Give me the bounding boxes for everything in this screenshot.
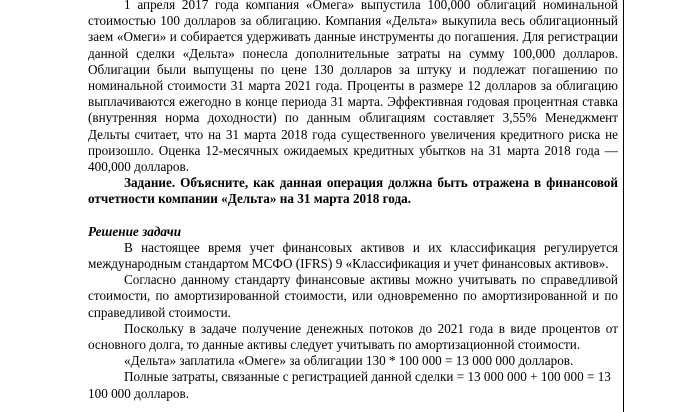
task-statement: Задание. Объясните, как данная операция должна быть отражена в финансовой отчетности компании «Дельта» на 31 марта 2018 года. bbox=[88, 175, 618, 207]
solution-paragraph-conclusion: Поскольку в задаче получение денежных потоков до 2021 года в виде процентов от основного долга, то данные активы следует учитывать по амортизационной стоимости. bbox=[88, 320, 618, 353]
solution-paragraph-payment: «Дельта» заплатила «Омеге» за облигации 130 * 100 000 = 13 000 000 долларов. bbox=[124, 353, 574, 369]
solution-heading: Решение задачи bbox=[88, 223, 182, 239]
problem-statement: 1 апреля 2017 года компания «Омега» выпустила 100,000 облигаций номинальной стоимостью 100 долларов за облигацию. Компания «Дельта» выкупила весь облигационный заем «Омеги» и собирается удерживать данные инструменты до погашения. Для регистрации данной сделки «Дельта» понесла дополнительные затраты на сумму 100,000 долларов. Облигации были выпущены по цене 130 долларов за штуку и подлежат погашению по номинальной стоимости 31 марта 2021 года. Проценты в размере 12 долларов за облигацию выплачиваются ежегодно в конце периода 31 марта. Эффективная годовая процентная ставка (внутренняя норма доходности) по данным облигациям составляет 3,55% Менеджмент Дельты считает, что на 31 марта 2018 года существенного увеличения кредитного риска не произошло. Оценка 12-месячных ожидаемых кредитных убытков на 31 марта 2018 года — 400,000 долларов. bbox=[88, 0, 618, 175]
solution-paragraph-standard: В настоящее время учет финансовых активов и их классификация регулируется международным стандартом МСФО (IFRS) 9 «Классификация и учет финансовых активов». bbox=[88, 239, 618, 272]
solution-paragraph-total-costs: Полные затраты, связанные с регистрацией данной сделки = 13 000 000 + 100 000 = 13 100 000 долларов. bbox=[88, 369, 611, 401]
document-body bbox=[88, 0, 618, 402]
page-edge-divider bbox=[623, 0, 624, 412]
solution-paragraph-measurement: Согласно данному стандарту финансовые активы можно учитывать по справедливой стоимости, по амортизированной стоимости, или одновременно по амортизированной и по справедливой стоимости. bbox=[88, 272, 618, 320]
